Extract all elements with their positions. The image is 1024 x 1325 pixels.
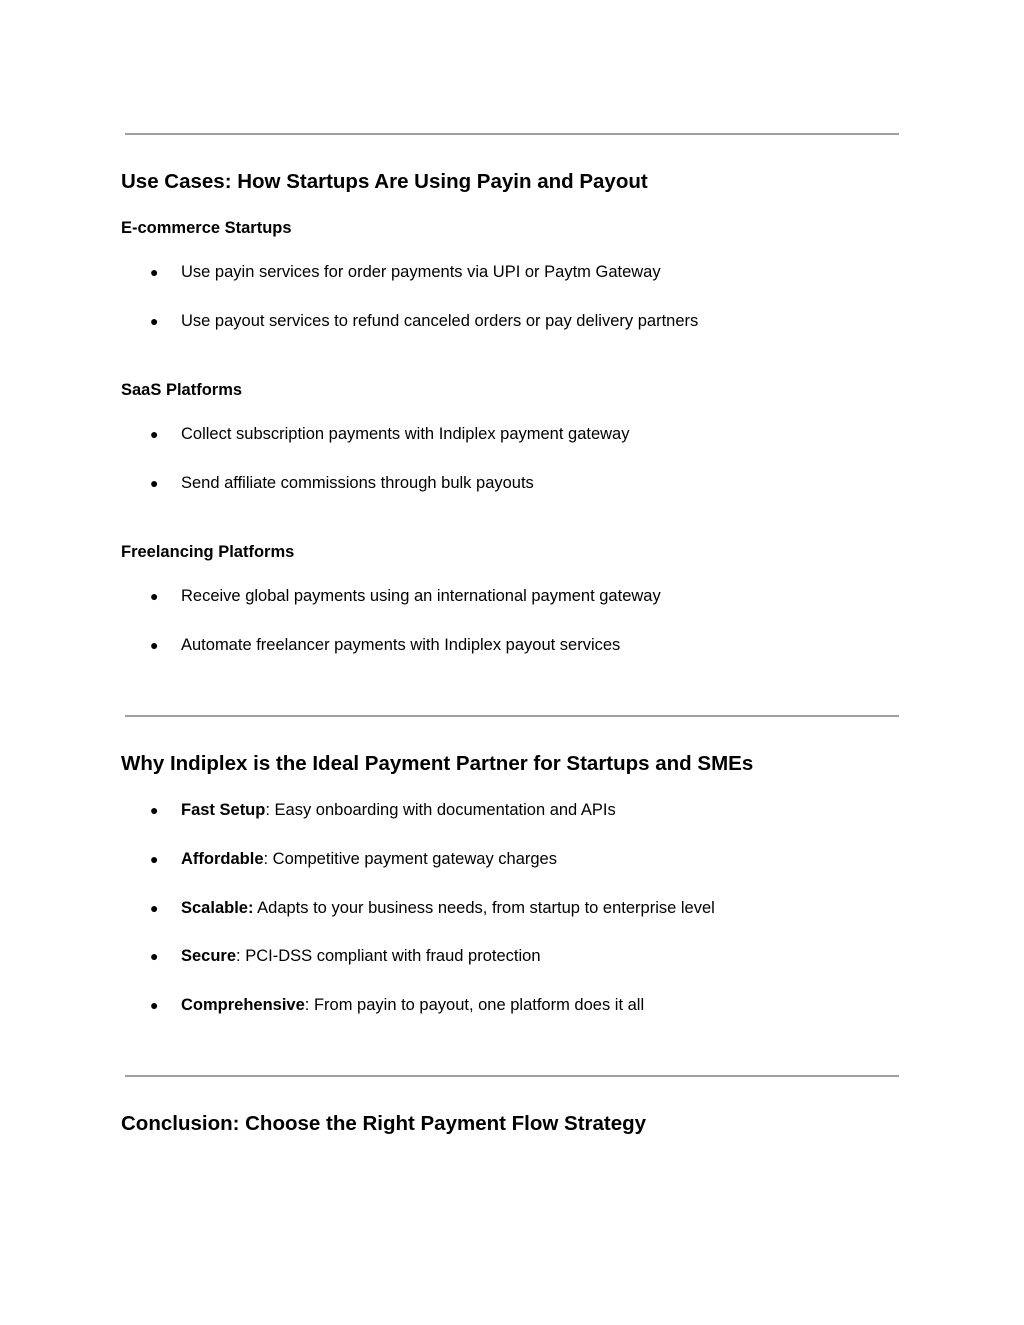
list-item — [0, 585, 1024, 607]
list-item — [0, 423, 1024, 445]
feature-description: : PCI-DSS compliant with fraud protection — [236, 947, 541, 965]
list-item-text — [181, 848, 557, 870]
feature-description: : From payin to payout, one platform does it all — [304, 996, 645, 1014]
list-item-text: Collect subscription payments with Indiplex payment gateway — [181, 425, 630, 443]
feature-term: Affordable — [181, 850, 264, 868]
bullet-icon: ● — [150, 426, 159, 442]
list-item — [0, 897, 1024, 919]
feature-term: Fast Setup — [181, 801, 266, 819]
bullet-icon: ● — [150, 997, 159, 1013]
list-item — [0, 945, 1024, 967]
list-item-text: Send affiliate commissions through bulk payouts — [181, 474, 534, 492]
list-item — [0, 472, 1024, 494]
list-item-text: Automate freelancer payments with Indiplex payout services — [181, 636, 621, 654]
feature-term: Scalable: — [181, 899, 254, 917]
list-item — [0, 799, 1024, 821]
list-item — [0, 634, 1024, 656]
feature-description: Adapts to your business needs, from startup to enterprise level — [253, 899, 715, 917]
bullet-icon: ● — [150, 475, 159, 491]
use-cases-heading: Use Cases: How Startups Are Using Payin and Payout — [121, 170, 648, 193]
list-item — [0, 310, 1024, 332]
bullet-icon: ● — [150, 802, 159, 818]
saas-subheading: SaaS Platforms — [121, 381, 243, 399]
ecommerce-subheading: E-commerce Startups — [121, 219, 292, 237]
bullet-icon: ● — [150, 851, 159, 867]
list-item-text — [181, 799, 616, 821]
list-item-text — [181, 994, 644, 1016]
bullet-icon: ● — [150, 948, 159, 964]
feature-description: : Easy onboarding with documentation and APIs — [265, 801, 616, 819]
list-item-text — [181, 897, 715, 919]
bullet-icon: ● — [150, 900, 159, 916]
why-indiplex-heading: Why Indiplex is the Ideal Payment Partner for Startups and SMEs — [121, 752, 754, 775]
list-item — [0, 261, 1024, 283]
bullet-icon: ● — [150, 313, 159, 329]
freelancing-subheading: Freelancing Platforms — [121, 543, 295, 561]
bullet-icon: ● — [150, 637, 159, 653]
list-item-text — [181, 945, 541, 967]
list-item-text: Receive global payments using an international payment gateway — [181, 587, 661, 605]
section-divider — [125, 1075, 899, 1077]
feature-description: : Competitive payment gateway charges — [263, 850, 557, 868]
feature-term: Comprehensive — [181, 996, 305, 1014]
section-divider — [125, 133, 899, 135]
feature-term: Secure — [181, 947, 237, 965]
bullet-icon: ● — [150, 588, 159, 604]
bullet-icon: ● — [150, 264, 159, 280]
list-item-text: Use payout services to refund canceled orders or pay delivery partners — [181, 312, 699, 330]
list-item — [0, 848, 1024, 870]
conclusion-heading: Conclusion: Choose the Right Payment Flow Strategy — [121, 1112, 647, 1135]
section-divider — [125, 715, 899, 717]
list-item — [0, 994, 1024, 1016]
list-item-text: Use payin services for order payments via UPI or Paytm Gateway — [181, 263, 661, 281]
